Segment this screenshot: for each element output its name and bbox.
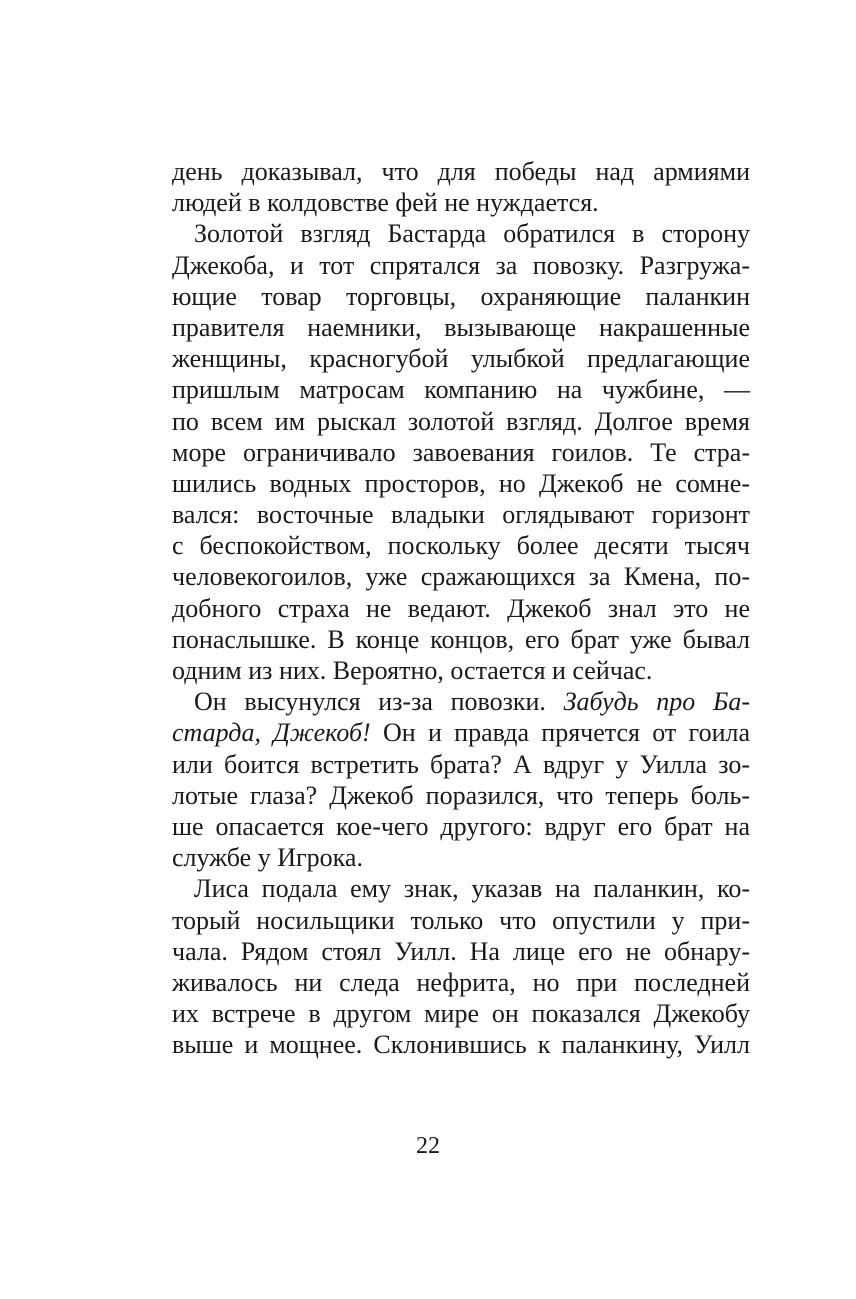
text-segment: выше и мощнее. Склонившись к паланкину, Уилл — [172, 1030, 750, 1060]
text-line — [172, 593, 750, 624]
text-segment: их встрече в другом мире он показался Джекобу — [172, 999, 750, 1029]
text-line — [172, 218, 750, 249]
text-line — [172, 998, 750, 1029]
paragraph — [172, 156, 750, 218]
text-line — [172, 437, 750, 468]
text-line — [172, 749, 750, 780]
text-segment: пришлым матросам компанию на чужбине, — — [172, 375, 750, 405]
text-line — [172, 1029, 750, 1060]
text-segment: вался: восточные владыки оглядывают горизонт — [172, 500, 750, 530]
body-text — [172, 156, 750, 1060]
text-line — [172, 686, 750, 717]
text-line — [172, 967, 750, 998]
text-segment: одним из них. Вероятно, остается и сейчас. — [172, 656, 653, 685]
text-segment: торый носильщики только что опустили у при- — [172, 905, 750, 935]
text-segment: людей в колдовстве фей не нуждается. — [172, 188, 599, 218]
text-line — [172, 936, 750, 967]
text-line — [172, 873, 750, 904]
text-line — [172, 655, 750, 686]
text-line — [172, 312, 750, 343]
text-line — [172, 250, 750, 281]
paragraph — [172, 873, 750, 1060]
text-segment: ше опасается кое-чего другого: вдруг его брат на — [172, 811, 750, 841]
text-segment: шились водных просторов, но Джекоб не сомне- — [172, 468, 750, 498]
text-segment: чала. Рядом стоял Уилл. На лице его не обнару- — [172, 936, 750, 966]
text-segment: Золотой взгляд Бастарда обратился в сторону — [194, 219, 750, 249]
text-line — [172, 374, 750, 405]
paragraph — [172, 686, 750, 873]
italic-text: Забудь про Ба- — [563, 687, 750, 717]
text-line — [172, 499, 750, 530]
text-line — [172, 156, 750, 187]
text-segment: Он и правда прячется от гоила — [370, 718, 750, 748]
text-line — [172, 717, 750, 748]
text-line — [172, 281, 750, 312]
text-line — [172, 561, 750, 592]
text-segment: ющие товар торговцы, охраняющие паланкин — [172, 281, 750, 311]
text-segment: Он высунулся из-за повозки. — [194, 687, 564, 717]
text-segment: понаслышке. В конце концов, его брат уже бывал — [172, 624, 750, 654]
text-line — [172, 842, 750, 873]
text-segment: добного страха не ведают. Джекоб знал это не — [172, 593, 750, 623]
text-segment: с беспокойством, поскольку более десяти тысяч — [172, 531, 750, 561]
text-segment: человекогоилов, уже сражающихся за Кмена, по- — [172, 562, 750, 592]
text-segment: или боится встретить брата? А вдруг у Уилла зо- — [172, 749, 750, 779]
text-line — [172, 343, 750, 374]
text-segment: Джекоба, и тот спрятался за повозку. Разгружа- — [172, 250, 750, 280]
text-segment: день доказывал, что для победы над армиями — [172, 157, 750, 186]
text-segment: по всем им рыскал золотой взгляд. Долгое время — [172, 406, 750, 436]
text-segment: правителя наемники, вызывающе накрашенные — [172, 312, 750, 342]
text-line — [172, 905, 750, 936]
text-line — [172, 811, 750, 842]
text-line — [172, 406, 750, 437]
text-line — [172, 530, 750, 561]
text-line — [172, 468, 750, 499]
text-segment: женщины, красногубой улыбкой предлагающие — [172, 344, 750, 374]
text-segment: лотые глаза? Джекоб поразился, что теперь боль- — [172, 780, 750, 810]
paragraph — [172, 218, 750, 686]
page-number: 22 — [416, 1133, 440, 1159]
text-segment: море ограничивало завоевания гоилов. Те стра- — [172, 437, 750, 467]
text-segment: живалось ни следа нефрита, но при последней — [172, 967, 750, 997]
text-segment: Лиса подала ему знак, указав на паланкин, ко- — [194, 874, 750, 904]
text-line — [172, 187, 750, 218]
text-segment: службе у Игрока. — [172, 843, 363, 873]
italic-text: старда, Джекоб! — [172, 718, 371, 748]
text-line — [172, 624, 750, 655]
text-line — [172, 780, 750, 811]
